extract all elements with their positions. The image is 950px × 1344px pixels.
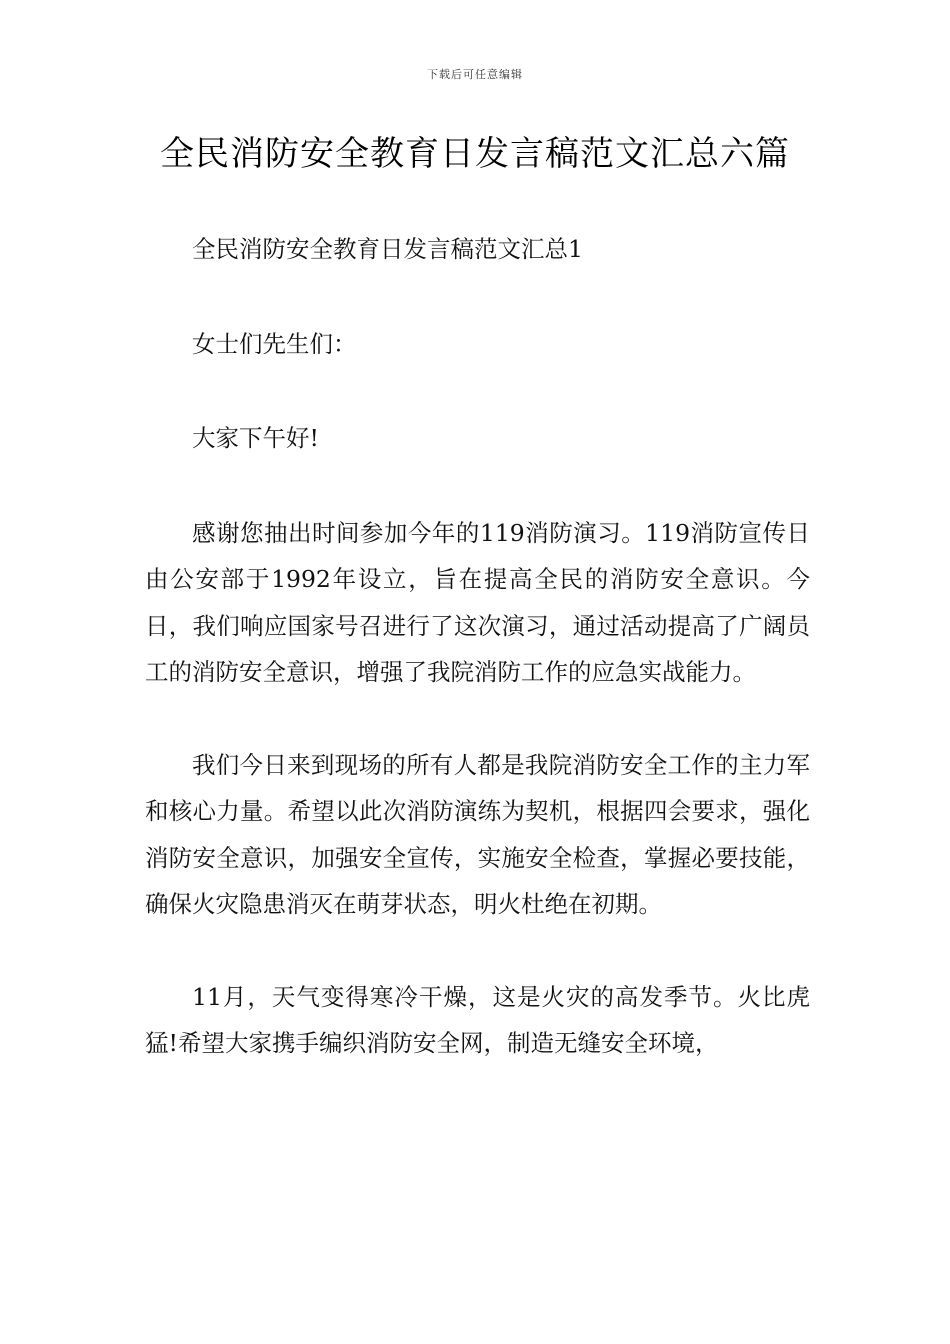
header-note: 下载后可任意编辑 (427, 68, 523, 81)
greeting-paragraph: 大家下午好! (192, 424, 319, 452)
salutation-paragraph: 女士们先生们： (192, 329, 357, 358)
body-paragraph: 我们今日来到现场的所有人都是我院消防安全工作的主力军和核心力量。希望以此次消防演练为契机，根据四会要求，强化消防安全意识，加强安全宣传，实施安全检查，掌握必要技能，确保火灾隐患消灭在萌芽状态，明火杜绝在初期。 (145, 750, 810, 918)
document-body (145, 226, 810, 1113)
document-title: 全民消防安全教育日发言稿范文汇总六篇 (160, 134, 790, 174)
section-heading: 全民消防安全教育日发言稿范文汇总1 (192, 235, 583, 263)
body-paragraph: 11月，天气变得寒冷干燥，这是火灾的高发季节。火比虎猛!希望大家携手编织消防安全网，制造无缝安全环境， (145, 982, 810, 1057)
body-paragraph: 感谢您抽出时间参加今年的119消防演习。119消防宣传日由公安部于1992年设立，旨在提高全民的消防安全意识。今日，我们响应国家号召进行了这次演习，通过活动提高了广阔员工的消防安全意识，增强了我院消防工作的应急实战能力。 (145, 518, 810, 686)
